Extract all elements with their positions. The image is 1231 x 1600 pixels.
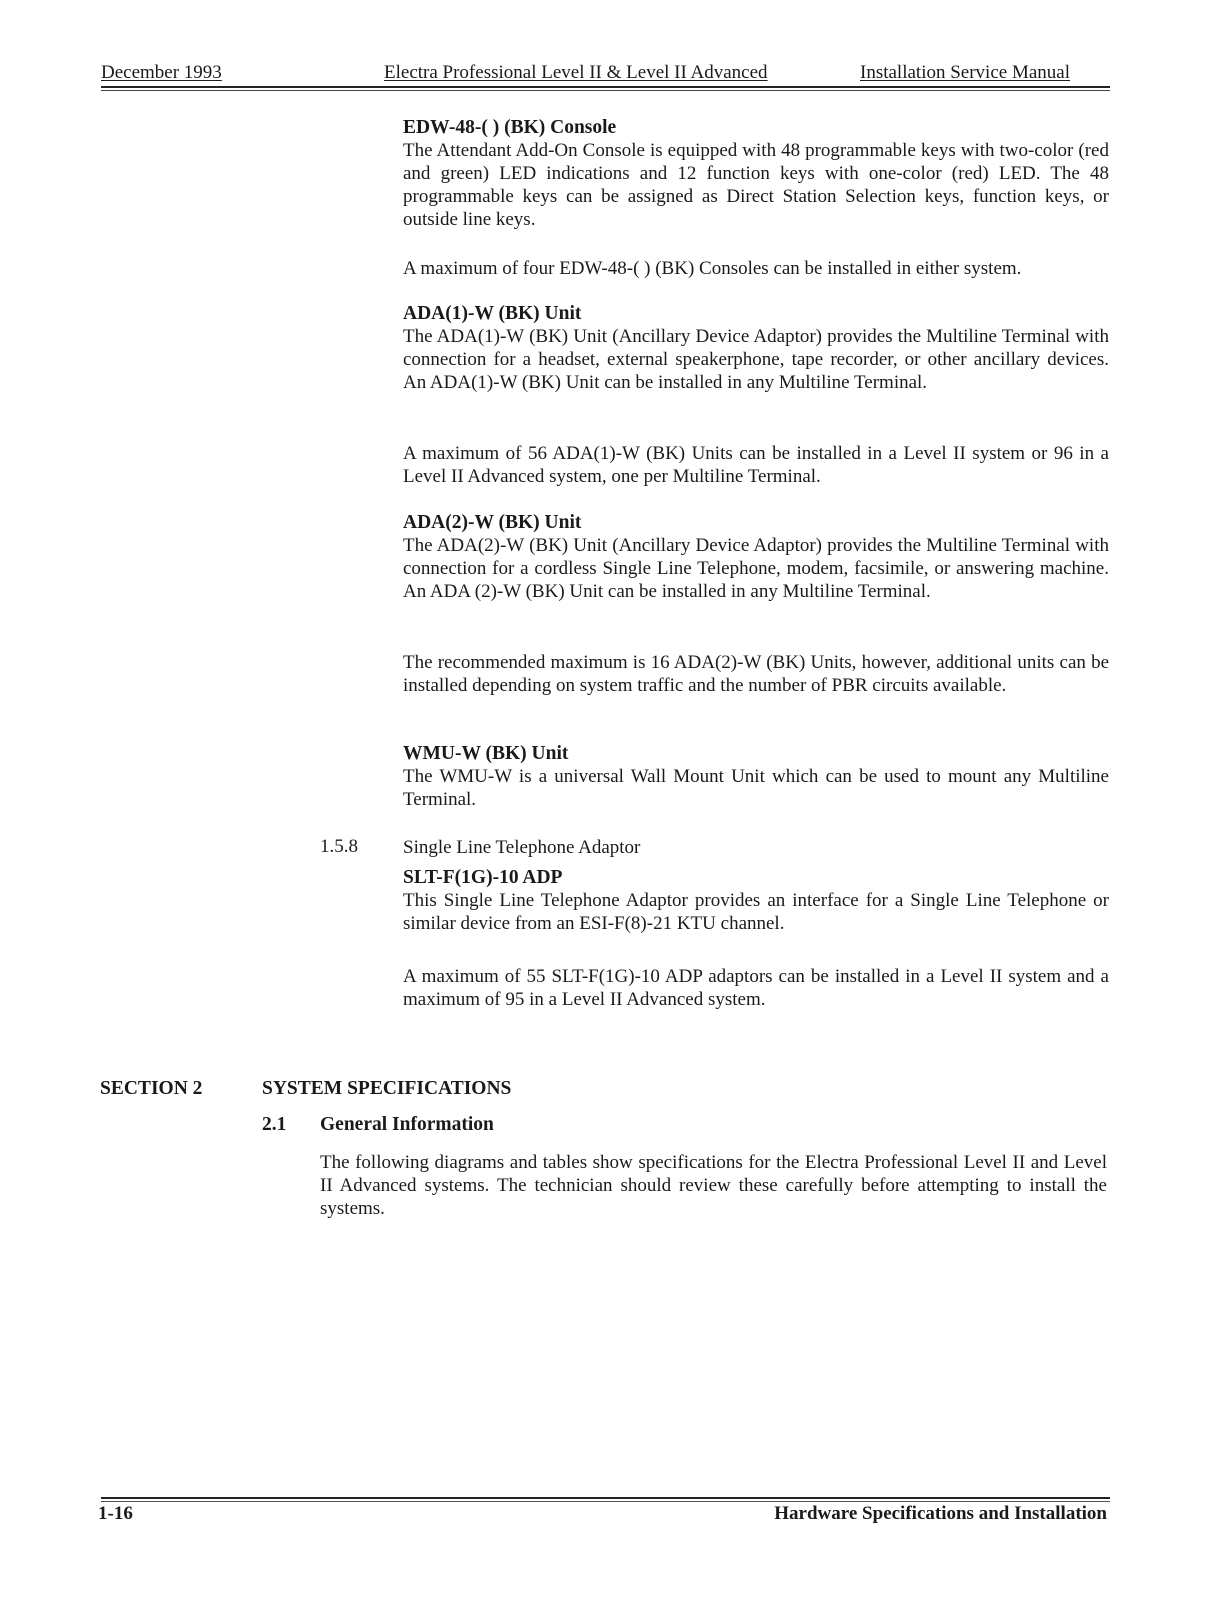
- slt-paragraph-2: A maximum of 55 SLT-F(1G)-10 ADP adaptors can be installed in a Level II system and a maximum of 95 in a Level II Advanced system.: [403, 966, 1109, 1010]
- edw-paragraph-2: A maximum of four EDW-48-( ) (BK) Consoles can be installed in either system.: [403, 258, 1022, 279]
- header-rule: [101, 86, 1110, 88]
- ada2-heading: ADA(2)-W (BK) Unit: [403, 512, 582, 533]
- ada1-paragraph-2: A maximum of 56 ADA(1)-W (BK) Units can be installed in a Level II system or 96 in a Level II Advanced system, one per Multiline Terminal.: [403, 443, 1109, 487]
- footer-rule-thin: [101, 1501, 1110, 1502]
- footer-page-number: 1-16: [98, 1503, 133, 1524]
- slt-heading: SLT-F(1G)-10 ADP: [403, 867, 563, 888]
- section-2-1-title: General Information: [320, 1114, 494, 1135]
- edw-section-2: [403, 257, 1109, 280]
- wmu-paragraph: The WMU-W is a universal Wall Mount Unit which can be used to mount any Multiline Terminal.: [403, 766, 1109, 810]
- ada1-paragraph-1: The ADA(1)-W (BK) Unit (Ancillary Device Adaptor) provides the Multiline Terminal with connection for a headset, external speakerphone, tape recorder, or other ancillary devices. An ADA(1)-W (BK) Unit can be installed in any Multiline Terminal.: [403, 326, 1109, 393]
- edw-section: [403, 116, 1109, 231]
- section-1-5-8-title: Single Line Telephone Adaptor: [403, 837, 641, 858]
- ada1-heading: ADA(1)-W (BK) Unit: [403, 303, 582, 324]
- slt-section: [403, 836, 1109, 935]
- section-2-1-number: 2.1: [262, 1114, 287, 1135]
- section-1-5-8-number: 1.5.8: [320, 836, 358, 857]
- header-date: December 1993: [101, 62, 222, 83]
- wmu-heading: WMU-W (BK) Unit: [403, 743, 569, 764]
- section-2-label: SECTION 2: [100, 1078, 203, 1099]
- footer-section-title: Hardware Specifications and Installation: [774, 1503, 1107, 1524]
- edw-paragraph-1: The Attendant Add-On Console is equipped with 48 programmable keys with two-color (red and green) LED indications and 12 function keys with one-color (red) LED. The 48 programmable keys can be assigned as Direct Station Selection keys, function keys, or outside line keys.: [403, 140, 1109, 230]
- header-title: Electra Professional Level II & Level II Advanced: [384, 62, 768, 83]
- footer-rule: [101, 1497, 1110, 1499]
- ada1-section: [403, 302, 1109, 394]
- slt-paragraph-1: This Single Line Telephone Adaptor provides an interface for a Single Line Telephone or similar device from an ESI-F(8)-21 KTU channel.: [403, 890, 1109, 934]
- ada2-section: [403, 511, 1109, 603]
- ada1-section-2: [403, 442, 1109, 488]
- ada2-paragraph-1: The ADA(2)-W (BK) Unit (Ancillary Device Adaptor) provides the Multiline Terminal with connection for a cordless Single Line Telephone, modem, facsimile, or answering machine. An ADA (2)-W (BK) Unit can be installed in any Multiline Terminal.: [403, 535, 1109, 602]
- general-info-section: [320, 1151, 1107, 1220]
- edw-heading: EDW-48-( ) (BK) Console: [403, 117, 617, 138]
- header-manual: Installation Service Manual: [860, 62, 1070, 83]
- header-rule-thin: [101, 90, 1110, 91]
- ada2-paragraph-2: The recommended maximum is 16 ADA(2)-W (BK) Units, however, additional units can be installed depending on system traffic and the number of PBR circuits available.: [403, 652, 1109, 696]
- wmu-section: [403, 742, 1109, 811]
- general-info-paragraph: The following diagrams and tables show specifications for the Electra Professional Level II and Level II Advanced systems. The technician should review these carefully before attempting to install the systems.: [320, 1152, 1107, 1219]
- ada2-section-2: [403, 651, 1109, 697]
- section-2-title: SYSTEM SPECIFICATIONS: [262, 1078, 512, 1099]
- slt-section-2: [403, 965, 1109, 1011]
